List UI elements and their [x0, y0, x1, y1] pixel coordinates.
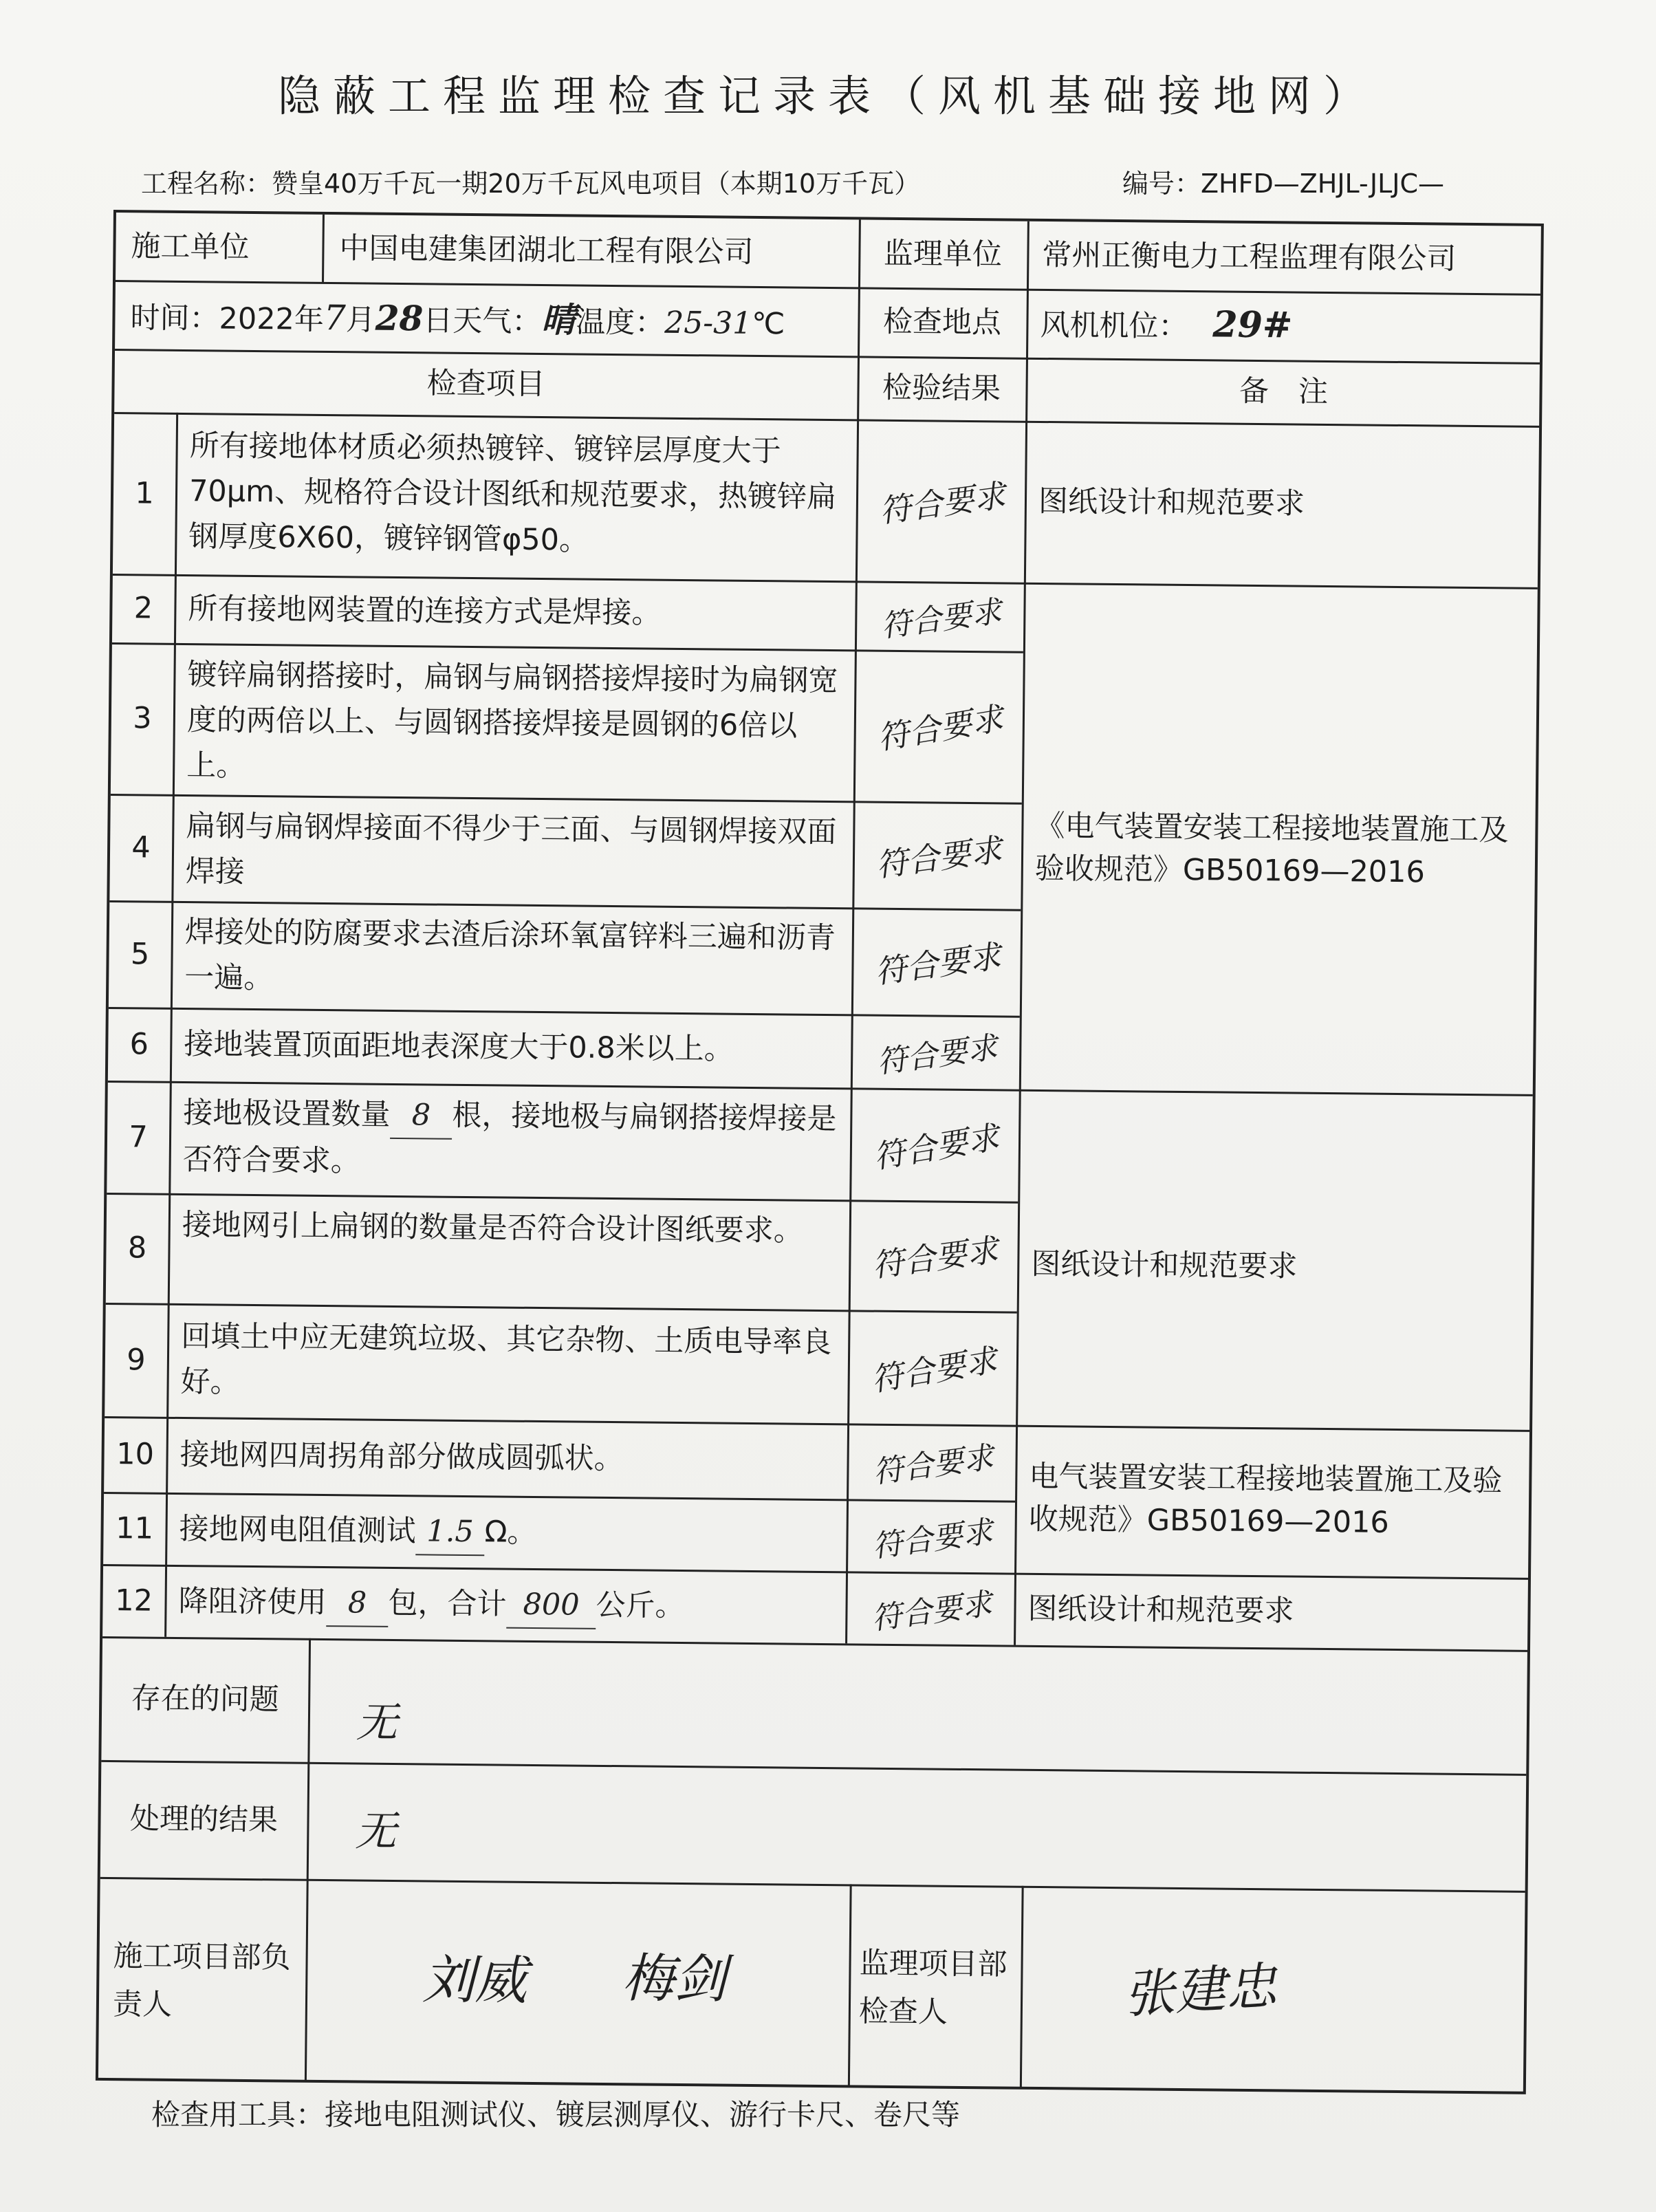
- result-signature: 符合要求: [873, 830, 1005, 884]
- result-signature: 符合要求: [870, 1513, 995, 1565]
- weather-handwritten: 晴: [541, 299, 576, 340]
- result-signature: 符合要求: [871, 1118, 1002, 1175]
- item-no: 11: [116, 1510, 154, 1546]
- item-no: 1: [135, 475, 154, 511]
- item-text: 回填土中应无建筑垃圾、其它杂物、土质电导率良好。: [180, 1319, 832, 1400]
- time-weather-line: 时间：2022年7月28日天气：晴温度：25-31℃: [130, 297, 785, 342]
- supervisor-name: 常州正衡电力工程监理有限公司: [1042, 237, 1457, 276]
- item-text: 接地极设置数量 8 根，接地极与扁钢搭接焊接是否符合要求。: [182, 1090, 843, 1189]
- result-signature: 符合要求: [869, 1341, 1000, 1398]
- supervisor-label: 监理单位: [883, 236, 1003, 272]
- item-no: 12: [114, 1583, 153, 1618]
- supervisor-signature: 张建忠: [1122, 1956, 1278, 2025]
- project-name: 赞皇40万千瓦一期20万千瓦风电项目（本期10万千瓦）: [272, 169, 921, 199]
- col-header-item: 检查项目: [426, 366, 545, 402]
- item-text: 所有接地体材质必须热镀锌、镀锌层厚度大于70μm、规格符合设计图纸和规范要求，热镀锌扁钢厚度6X60，镀锌钢管φ50。: [188, 429, 837, 558]
- item-no: 8: [127, 1230, 147, 1266]
- contractor-name: 中国电建集团湖北工程有限公司: [339, 231, 754, 270]
- item-no: 10: [116, 1437, 155, 1472]
- result-signature: 符合要求: [879, 594, 1004, 644]
- location-label: 检查地点: [882, 304, 1002, 340]
- result-signature: 符合要求: [871, 1440, 996, 1490]
- remark-3: 图纸设计和规范要求: [1031, 1246, 1298, 1284]
- code-value: ZHFD—ZHJL-JLJC—: [1201, 169, 1445, 199]
- item-no: 3: [132, 701, 152, 736]
- item-no: 9: [127, 1342, 146, 1378]
- result-signature: 符合要求: [875, 1029, 1000, 1081]
- item-text: 焊接处的防腐要求去渣后涂环氧富锌料三遍和沥青一遍。: [184, 915, 836, 996]
- day-handwritten: 28: [375, 297, 424, 339]
- result-signature: 符合要求: [870, 1230, 1001, 1285]
- inspection-table: [96, 210, 1544, 2094]
- col-header-remark: 备 注: [1239, 373, 1329, 409]
- project-label: 工程名称：: [141, 169, 272, 199]
- time-label: 时间：: [130, 301, 219, 336]
- ground-rod-count: 8: [390, 1092, 453, 1140]
- temp-label: 温度：: [576, 305, 665, 340]
- item-no: 5: [130, 936, 150, 972]
- bag-count: 8: [326, 1580, 389, 1627]
- item-no: 4: [131, 830, 151, 865]
- project-line: [141, 162, 920, 200]
- contractor-signature-2: 梅剑: [621, 1947, 727, 2010]
- turbine-label: 风机机位：: [1040, 307, 1188, 345]
- contractor-signature-1: 刘威: [422, 1949, 527, 2011]
- code-label: 编号：: [1122, 169, 1201, 199]
- remark-4: 电气装置安装工程接地装置施工及验收规范》GB50169—2016: [1028, 1459, 1503, 1540]
- item-text: 接地网引上扁钢的数量是否符合设计图纸要求。: [182, 1208, 804, 1248]
- result-signature: 符合要求: [877, 476, 1008, 530]
- temperature-handwritten: 25-31: [664, 305, 752, 341]
- problems-value: 无: [356, 1698, 398, 1748]
- item-text: 接地网电阻值测试 1.5 Ω。: [179, 1506, 840, 1559]
- item-no: 7: [129, 1119, 148, 1155]
- supervisor-signer-label: 监理项目部检查人: [858, 1946, 1007, 2030]
- item-text: 镀锌扁钢搭接时，扁钢与扁钢搭接焊接时为扁钢宽度的两倍以上、与圆钢搭接焊接是圆钢的6倍以上。: [186, 658, 838, 783]
- item-text: 接地网四周拐角部分做成圆弧状。: [179, 1438, 624, 1477]
- item-text: 接地装置顶面距地表深度大于0.8米以上。: [184, 1027, 734, 1067]
- item-text: 所有接地网装置的连接方式是焊接。: [188, 592, 662, 631]
- turbine-no-handwritten: 29#: [1212, 303, 1293, 347]
- document-title: 隐蔽工程监理检查记录表（风机基础接地网）: [277, 71, 1378, 121]
- contractor-signer-label: 施工项目部负责人: [112, 1939, 291, 2022]
- result-signature: 符合要求: [869, 1585, 994, 1637]
- item-no: 6: [129, 1026, 149, 1062]
- month-handwritten: 7: [323, 297, 347, 338]
- resistance-value: 1.5: [415, 1508, 485, 1556]
- tools-note: 检查用工具：接地电阻测试仪、镀层测厚仪、游行卡尺、卷尺等: [151, 2098, 961, 2132]
- total-weight: 800: [506, 1582, 596, 1629]
- turbine-position: [1040, 301, 1293, 350]
- remark-5: 图纸设计和规范要求: [1027, 1591, 1294, 1629]
- resolution-value: 无: [355, 1807, 397, 1856]
- problems-label: 存在的问题: [131, 1681, 279, 1717]
- item-text: 降阻济使用 8 包，合计 800 公斤。: [178, 1579, 839, 1631]
- remark-2: 《电气装置安装工程接地装置施工及验收规范》GB50169—2016: [1034, 808, 1509, 890]
- result-signature: 符合要求: [873, 937, 1003, 990]
- item-no: 2: [133, 591, 153, 626]
- result-signature: 符合要求: [875, 699, 1006, 757]
- year: 2022: [219, 301, 295, 337]
- col-header-result: 检验结果: [882, 370, 1001, 406]
- contractor-label: 施工单位: [131, 229, 250, 265]
- code-line: [1122, 162, 1444, 200]
- resolution-label: 处理的结果: [129, 1801, 279, 1838]
- remark-1: 图纸设计和规范要求: [1038, 484, 1305, 521]
- item-text: 扁钢与扁钢焊接面不得少于三面、与圆钢焊接双面焊接: [185, 809, 837, 889]
